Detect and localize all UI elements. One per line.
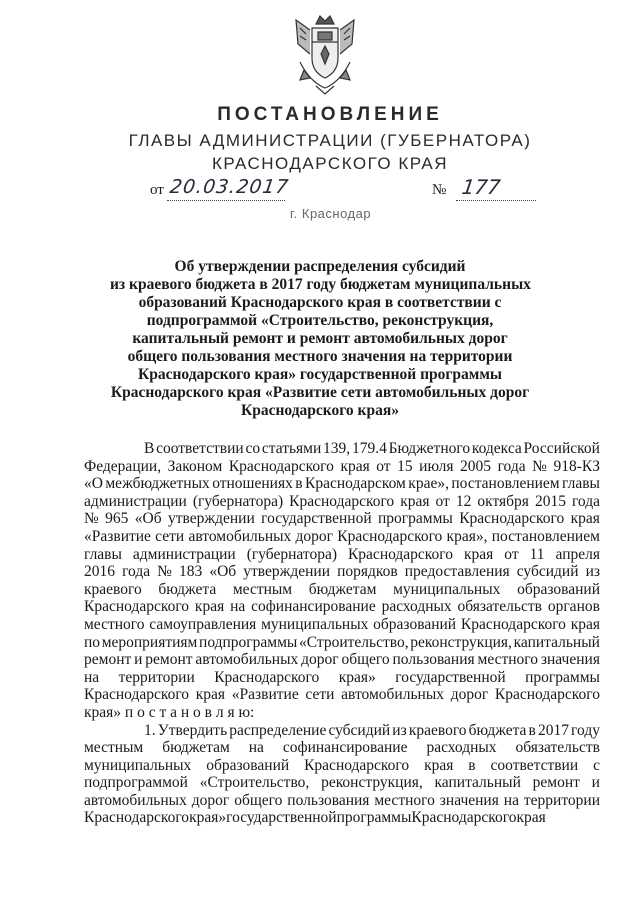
- word: ремонт: [84, 651, 132, 669]
- word: Краснодарского: [460, 615, 566, 633]
- word: местного: [84, 615, 145, 633]
- paragraph-line: [84, 528, 600, 546]
- word: распределение: [229, 721, 327, 739]
- word: капитальный: [434, 774, 521, 792]
- paragraph-line: [84, 546, 600, 564]
- word: Федерации,: [84, 457, 162, 475]
- word: Краснодарского: [84, 598, 190, 616]
- word: обязательств: [515, 739, 600, 757]
- word: крае»,: [408, 475, 449, 493]
- word: местного: [374, 791, 435, 809]
- word: со: [245, 440, 261, 457]
- title-line: Краснодарского края «Развитие сети автомобильных дорог: [110, 384, 530, 401]
- word: подпрограммой: [84, 774, 188, 792]
- word: утверждении: [168, 510, 255, 528]
- word: предоставления: [404, 563, 510, 581]
- paragraph-line: [84, 704, 600, 722]
- word: Краснодарского: [289, 492, 395, 510]
- word: края: [195, 686, 226, 704]
- word: администрации: [132, 545, 236, 563]
- word: с: [593, 756, 600, 774]
- word: края: [464, 545, 494, 563]
- word: Краснодарского: [411, 809, 517, 827]
- word: софинансирование: [282, 739, 408, 757]
- paragraph-line: [84, 686, 600, 704]
- word: края: [340, 457, 370, 475]
- word: и: [134, 651, 143, 669]
- word: сети: [305, 686, 335, 704]
- word: на: [503, 791, 519, 809]
- word: обязательств: [457, 598, 542, 616]
- word: (губернатора): [246, 545, 337, 563]
- word: края: [570, 615, 600, 633]
- word: В: [144, 440, 155, 457]
- word: образований: [517, 580, 600, 598]
- title-line: образований Краснодарского края в соответствии с: [138, 294, 502, 311]
- paragraph-line: [84, 616, 600, 634]
- paragraph-line: [84, 634, 600, 652]
- word: на: [248, 739, 264, 757]
- word: года: [497, 457, 526, 475]
- word: Краснодарского: [337, 527, 443, 545]
- word: территории: [523, 791, 600, 809]
- paragraph-line: [84, 739, 600, 757]
- word: Краснодарского: [494, 686, 600, 704]
- word: капитальный: [513, 633, 600, 651]
- word: постановлением: [491, 527, 600, 545]
- word: по: [84, 633, 101, 651]
- word: Бюджетного: [388, 440, 471, 457]
- paragraph-line: [84, 669, 600, 687]
- word: 15: [397, 457, 413, 475]
- word: государственной: [261, 510, 372, 528]
- title-line: общего пользования местного значения на территории: [127, 348, 513, 365]
- word: отношениях: [212, 475, 293, 493]
- title-line: подпрограммой «Строительство, реконструкция,: [146, 312, 494, 329]
- word: края»: [338, 668, 376, 686]
- word: автомобильных: [84, 791, 187, 809]
- word: 918-КЗ: [553, 457, 600, 475]
- word: администрации: [84, 492, 187, 510]
- word: софинансирование: [251, 598, 376, 616]
- paragraph-line: [84, 792, 600, 810]
- word: 11: [529, 545, 545, 563]
- word: значения: [540, 651, 600, 669]
- word: органов: [547, 598, 600, 616]
- word: расходных: [381, 598, 452, 616]
- word: самоуправления: [149, 615, 257, 633]
- word: пользования: [287, 791, 370, 809]
- paragraph-line: [84, 757, 600, 775]
- word: края»: [189, 809, 227, 827]
- word: соответствии: [156, 440, 244, 457]
- word: «Строительство,: [299, 633, 409, 651]
- word: автомобильных: [341, 686, 444, 704]
- clause-line: [84, 722, 600, 740]
- word: субсидий: [516, 563, 579, 581]
- title-line: капитальный ремонт и ремонт автомобильных дорог: [132, 330, 508, 347]
- number-underline: [456, 200, 536, 201]
- word: соответствии: [490, 756, 579, 774]
- word: постановлением: [451, 475, 560, 493]
- word: года: [122, 563, 151, 581]
- paragraph-line: [84, 651, 600, 669]
- word: бюджета: [468, 721, 527, 739]
- word: из: [585, 563, 600, 581]
- paragraph-line: [84, 598, 600, 616]
- word: утверждении: [243, 563, 330, 581]
- word: краевого: [84, 580, 142, 598]
- paragraph-line: [84, 493, 600, 511]
- document-type-heading: ПОСТАНОВЛЕНИЕ: [217, 104, 443, 125]
- word: «Об: [134, 510, 162, 528]
- word: дорог: [301, 651, 339, 669]
- coat-of-arms-emblem: [292, 14, 358, 96]
- word: автомобильных: [195, 651, 299, 669]
- word: края: [194, 598, 225, 616]
- word: реконструкция,: [410, 633, 512, 651]
- word: «Об: [209, 563, 237, 581]
- document-body: [84, 440, 600, 827]
- word: бюджетам: [308, 580, 377, 598]
- word: 965: [105, 510, 129, 528]
- word: края: [400, 492, 430, 510]
- word: сети: [155, 527, 185, 545]
- word: году: [571, 721, 600, 739]
- paragraph-line: [84, 581, 600, 599]
- word: Краснодарского: [459, 510, 565, 528]
- word: общего: [341, 651, 390, 669]
- word: Краснодарского: [84, 686, 190, 704]
- date-prefix: от: [150, 182, 164, 198]
- date-value: 20.03.2017: [168, 176, 291, 198]
- word: Законом: [167, 457, 223, 475]
- word: порядков: [337, 563, 398, 581]
- word: от: [504, 545, 519, 563]
- word: муниципальных: [84, 756, 192, 774]
- date-underline: [167, 200, 285, 201]
- word: общего: [234, 791, 283, 809]
- word: 2015: [534, 492, 566, 510]
- word: межбюджетных: [105, 475, 210, 493]
- word: «Развитие: [231, 686, 299, 704]
- issuer-heading: ГЛАВЫ АДМИНИСТРАЦИИ (ГУБЕРНАТОРА): [128, 131, 532, 150]
- word: местным: [232, 580, 293, 598]
- word: и: [591, 774, 600, 792]
- paragraph-line: [84, 510, 600, 528]
- word: от: [435, 492, 450, 510]
- word: 183: [179, 563, 203, 581]
- word: бюджета: [158, 580, 217, 598]
- paragraph-line: [84, 440, 600, 458]
- word: октября: [477, 492, 529, 510]
- word: из: [392, 721, 407, 739]
- word: дорог: [450, 686, 489, 704]
- word: края»,: [446, 527, 488, 545]
- word: года: [571, 492, 600, 510]
- paragraph-line: [84, 458, 600, 476]
- word: Краснодарского: [84, 809, 190, 827]
- word: дорог: [191, 791, 230, 809]
- word: муниципальных: [393, 580, 501, 598]
- word: «Развитие: [84, 527, 151, 545]
- line-text: края» п о с т а н о в л я ю:: [84, 703, 255, 721]
- word: бюджетам: [162, 739, 230, 757]
- word: апреля: [555, 545, 600, 563]
- word: программы: [525, 668, 600, 686]
- word: Краснодарского: [347, 545, 454, 563]
- word: реконструкция,: [321, 774, 423, 792]
- word: пользования: [392, 651, 475, 669]
- word: Краснодарского: [228, 457, 334, 475]
- word: Утвердить: [157, 721, 228, 739]
- word: «О: [84, 475, 103, 493]
- word: дорог: [295, 527, 334, 545]
- city-label: г. Краснодар: [290, 206, 372, 221]
- word: ремонт: [145, 651, 193, 669]
- word: (губернатора): [192, 492, 284, 510]
- word: в: [468, 756, 476, 774]
- word: муниципальных: [261, 615, 369, 633]
- word: образований: [373, 615, 457, 633]
- paragraph-line: [84, 475, 600, 493]
- word: июля: [419, 457, 454, 475]
- word: государственной: [395, 668, 506, 686]
- word: на: [230, 598, 246, 616]
- word: программы: [377, 510, 453, 528]
- word: местного: [477, 651, 539, 669]
- word: главы: [84, 545, 122, 563]
- word: №: [157, 563, 172, 581]
- word: программы: [336, 809, 412, 827]
- word: №: [84, 510, 99, 528]
- word: Краснодарском: [305, 475, 406, 493]
- word: 12: [455, 492, 472, 510]
- title-line: из краевого бюджета в 2017 году бюджетам муниципальных: [110, 276, 531, 293]
- word: края: [424, 756, 454, 774]
- word: автомобильных: [188, 527, 292, 545]
- paragraph-line: [84, 774, 600, 792]
- word: 139,: [323, 440, 351, 457]
- paragraph-line: [84, 563, 600, 581]
- word: статьями: [261, 440, 322, 457]
- word: в: [295, 475, 303, 493]
- region-heading: КРАСНОДАРСКОГО КРАЯ: [211, 154, 449, 173]
- word: территории: [118, 668, 195, 686]
- word: 1.: [144, 721, 156, 739]
- word: субсидий: [328, 721, 391, 739]
- word: местным: [84, 739, 144, 757]
- word: главы: [562, 475, 600, 493]
- word: от: [376, 457, 391, 475]
- word: «Строительство,: [199, 774, 310, 792]
- title-line: Об утверждении распределения субсидий: [174, 258, 466, 275]
- number-value: 177: [460, 175, 502, 199]
- word: 2016: [84, 563, 115, 581]
- word: значения: [439, 791, 499, 809]
- paragraph-line: [84, 809, 600, 827]
- word: мероприятиям: [101, 633, 198, 651]
- number-prefix: №: [432, 182, 447, 198]
- word: ремонт: [532, 774, 580, 792]
- word: государственной: [226, 809, 337, 827]
- word: 2005: [460, 457, 492, 475]
- word: Российской: [523, 440, 600, 457]
- word: Краснодарского: [214, 668, 320, 686]
- word: №: [532, 457, 547, 475]
- title-line: Краснодарского края» государственной программы: [137, 366, 503, 383]
- title-line: Краснодарского края»: [240, 402, 399, 419]
- word: в: [528, 721, 536, 739]
- word: подпрограммы: [199, 633, 298, 651]
- document-title: [110, 258, 530, 420]
- word: Краснодарского: [304, 756, 410, 774]
- word: 2017: [537, 721, 569, 739]
- word: на: [84, 668, 100, 686]
- word: края: [516, 809, 546, 827]
- word: кодекса: [471, 440, 522, 457]
- word: 179.4: [351, 440, 387, 457]
- word: расходных: [426, 739, 497, 757]
- word: краевого: [408, 721, 467, 739]
- word: образований: [206, 756, 290, 774]
- word: края: [570, 510, 600, 528]
